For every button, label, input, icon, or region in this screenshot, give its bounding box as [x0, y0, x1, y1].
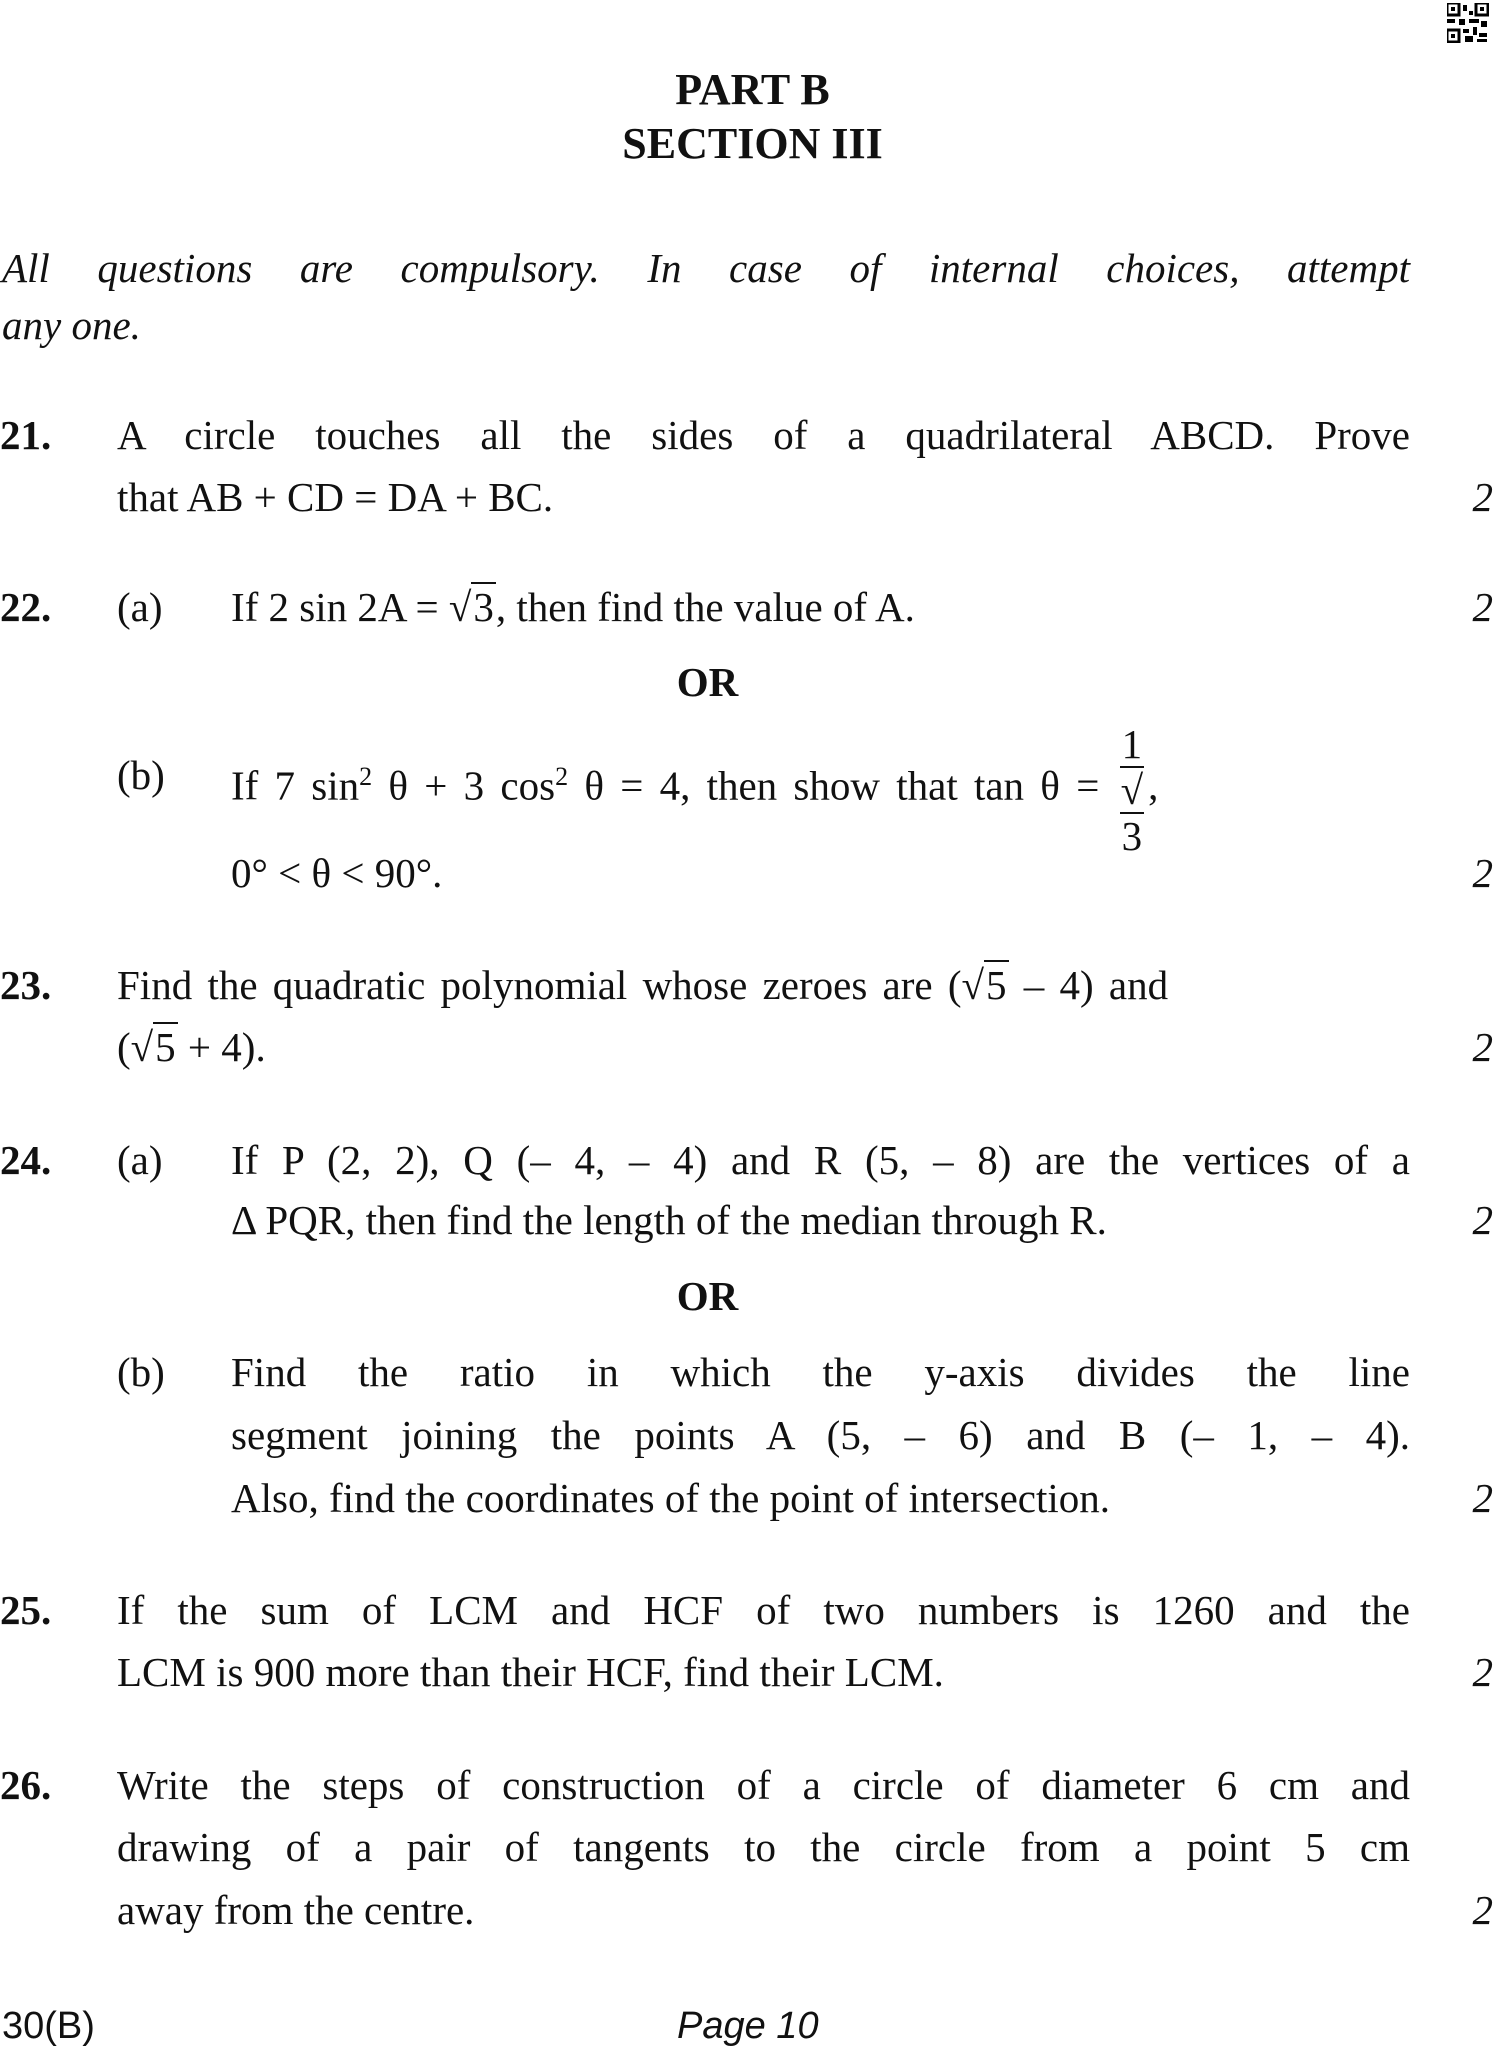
or-divider: OR: [676, 659, 739, 705]
option-label: (b): [117, 1349, 165, 1395]
or-divider: OR: [676, 1273, 739, 1319]
marks: 2: [1472, 584, 1493, 630]
question-22a-text: [231, 582, 915, 632]
question-24a-line-2: Δ PQR, then find the length of the median through R.: [231, 1197, 1107, 1243]
radicand: 5: [155, 1024, 176, 1070]
exponent: 2: [359, 761, 373, 791]
radicand: 5: [986, 962, 1007, 1008]
question-22b-line-2: 0° < θ < 90°.: [231, 850, 443, 896]
denominator: √ 3: [1120, 767, 1144, 859]
question-number: 22.: [0, 584, 52, 630]
question-25-line-1: If the sum of LCM and HCF of two numbers is 1260 and the: [117, 1587, 1410, 1633]
fraction: [1120, 722, 1145, 858]
option-label: (b): [117, 752, 165, 798]
question-24a-line-1: If P (2, 2), Q (– 4, – 4) and R (5, – 8) are the vertices of a: [231, 1137, 1410, 1183]
part-heading: PART B: [675, 65, 830, 114]
question-21-line-1: A circle touches all the sides of a quadrilateral ABCD. Prove: [117, 412, 1410, 458]
marks: 2: [1472, 474, 1493, 520]
text: θ = 4, then show that tan θ =: [568, 762, 1116, 809]
question-23-line-2: [117, 1022, 266, 1072]
text: + 4).: [177, 1024, 266, 1070]
sqrt: √5: [961, 962, 1007, 1008]
option-label: (a): [117, 584, 163, 630]
section-heading: SECTION III: [622, 119, 883, 168]
text: Find the quadratic polynomial whose zeroes are (: [117, 962, 962, 1008]
page-number: Page 10: [677, 2005, 819, 2047]
question-number: 21.: [0, 412, 52, 458]
question-24b-line-1: Find the ratio in which the y-axis divides the line: [231, 1349, 1410, 1395]
sqrt: √5: [130, 1024, 176, 1070]
question-26-line-1: Write the steps of construction of a circle of diameter 6 cm and: [117, 1762, 1410, 1808]
exponent: 2: [555, 761, 569, 791]
text: If 2 sin 2A =: [231, 584, 449, 630]
question-23-line-1: [117, 960, 1168, 1010]
question-number: 25.: [0, 1587, 52, 1633]
instructions-line-1: All questions are compulsory. In case of internal choices, attempt: [2, 245, 1410, 291]
marks: 2: [1472, 1024, 1493, 1070]
question-25-line-2: LCM is 900 more than their HCF, find their LCM.: [117, 1649, 944, 1695]
question-number: 24.: [0, 1137, 52, 1183]
paper-code: 30(B): [2, 2005, 95, 2047]
text: If 7 sin: [231, 762, 360, 809]
question-24b-line-3: Also, find the coordinates of the point of intersection.: [231, 1475, 1111, 1521]
text: – 4) and: [1008, 962, 1169, 1008]
qr-code-icon: [1447, 3, 1489, 43]
question-22b-line-1: [231, 722, 1158, 858]
question-26-line-2: drawing of a pair of tangents to the circle from a point 5 cm: [117, 1824, 1410, 1870]
option-label: (a): [117, 1137, 163, 1183]
numerator: 1: [1121, 721, 1143, 767]
marks: 2: [1472, 1649, 1493, 1695]
question-21-line-2: that AB + CD = DA + BC.: [117, 474, 554, 520]
marks: 2: [1472, 1475, 1493, 1521]
instructions-line-2: any one.: [2, 302, 141, 348]
marks: 2: [1472, 850, 1493, 896]
sqrt: √3: [448, 584, 494, 630]
text: , then find the value of A.: [495, 584, 915, 630]
marks: 2: [1472, 1197, 1493, 1243]
text: (: [117, 1024, 131, 1070]
radicand: 3: [1121, 813, 1143, 859]
question-number: 26.: [0, 1762, 52, 1808]
question-number: 23.: [0, 962, 52, 1008]
question-26-line-3: away from the centre.: [117, 1887, 475, 1933]
text: ,: [1148, 762, 1159, 809]
text: θ + 3 cos: [372, 762, 556, 809]
marks: 2: [1472, 1887, 1493, 1933]
question-24b-line-2: segment joining the points A (5, – 6) and B (– 1, – 4).: [231, 1412, 1410, 1458]
radicand: 3: [473, 584, 494, 630]
